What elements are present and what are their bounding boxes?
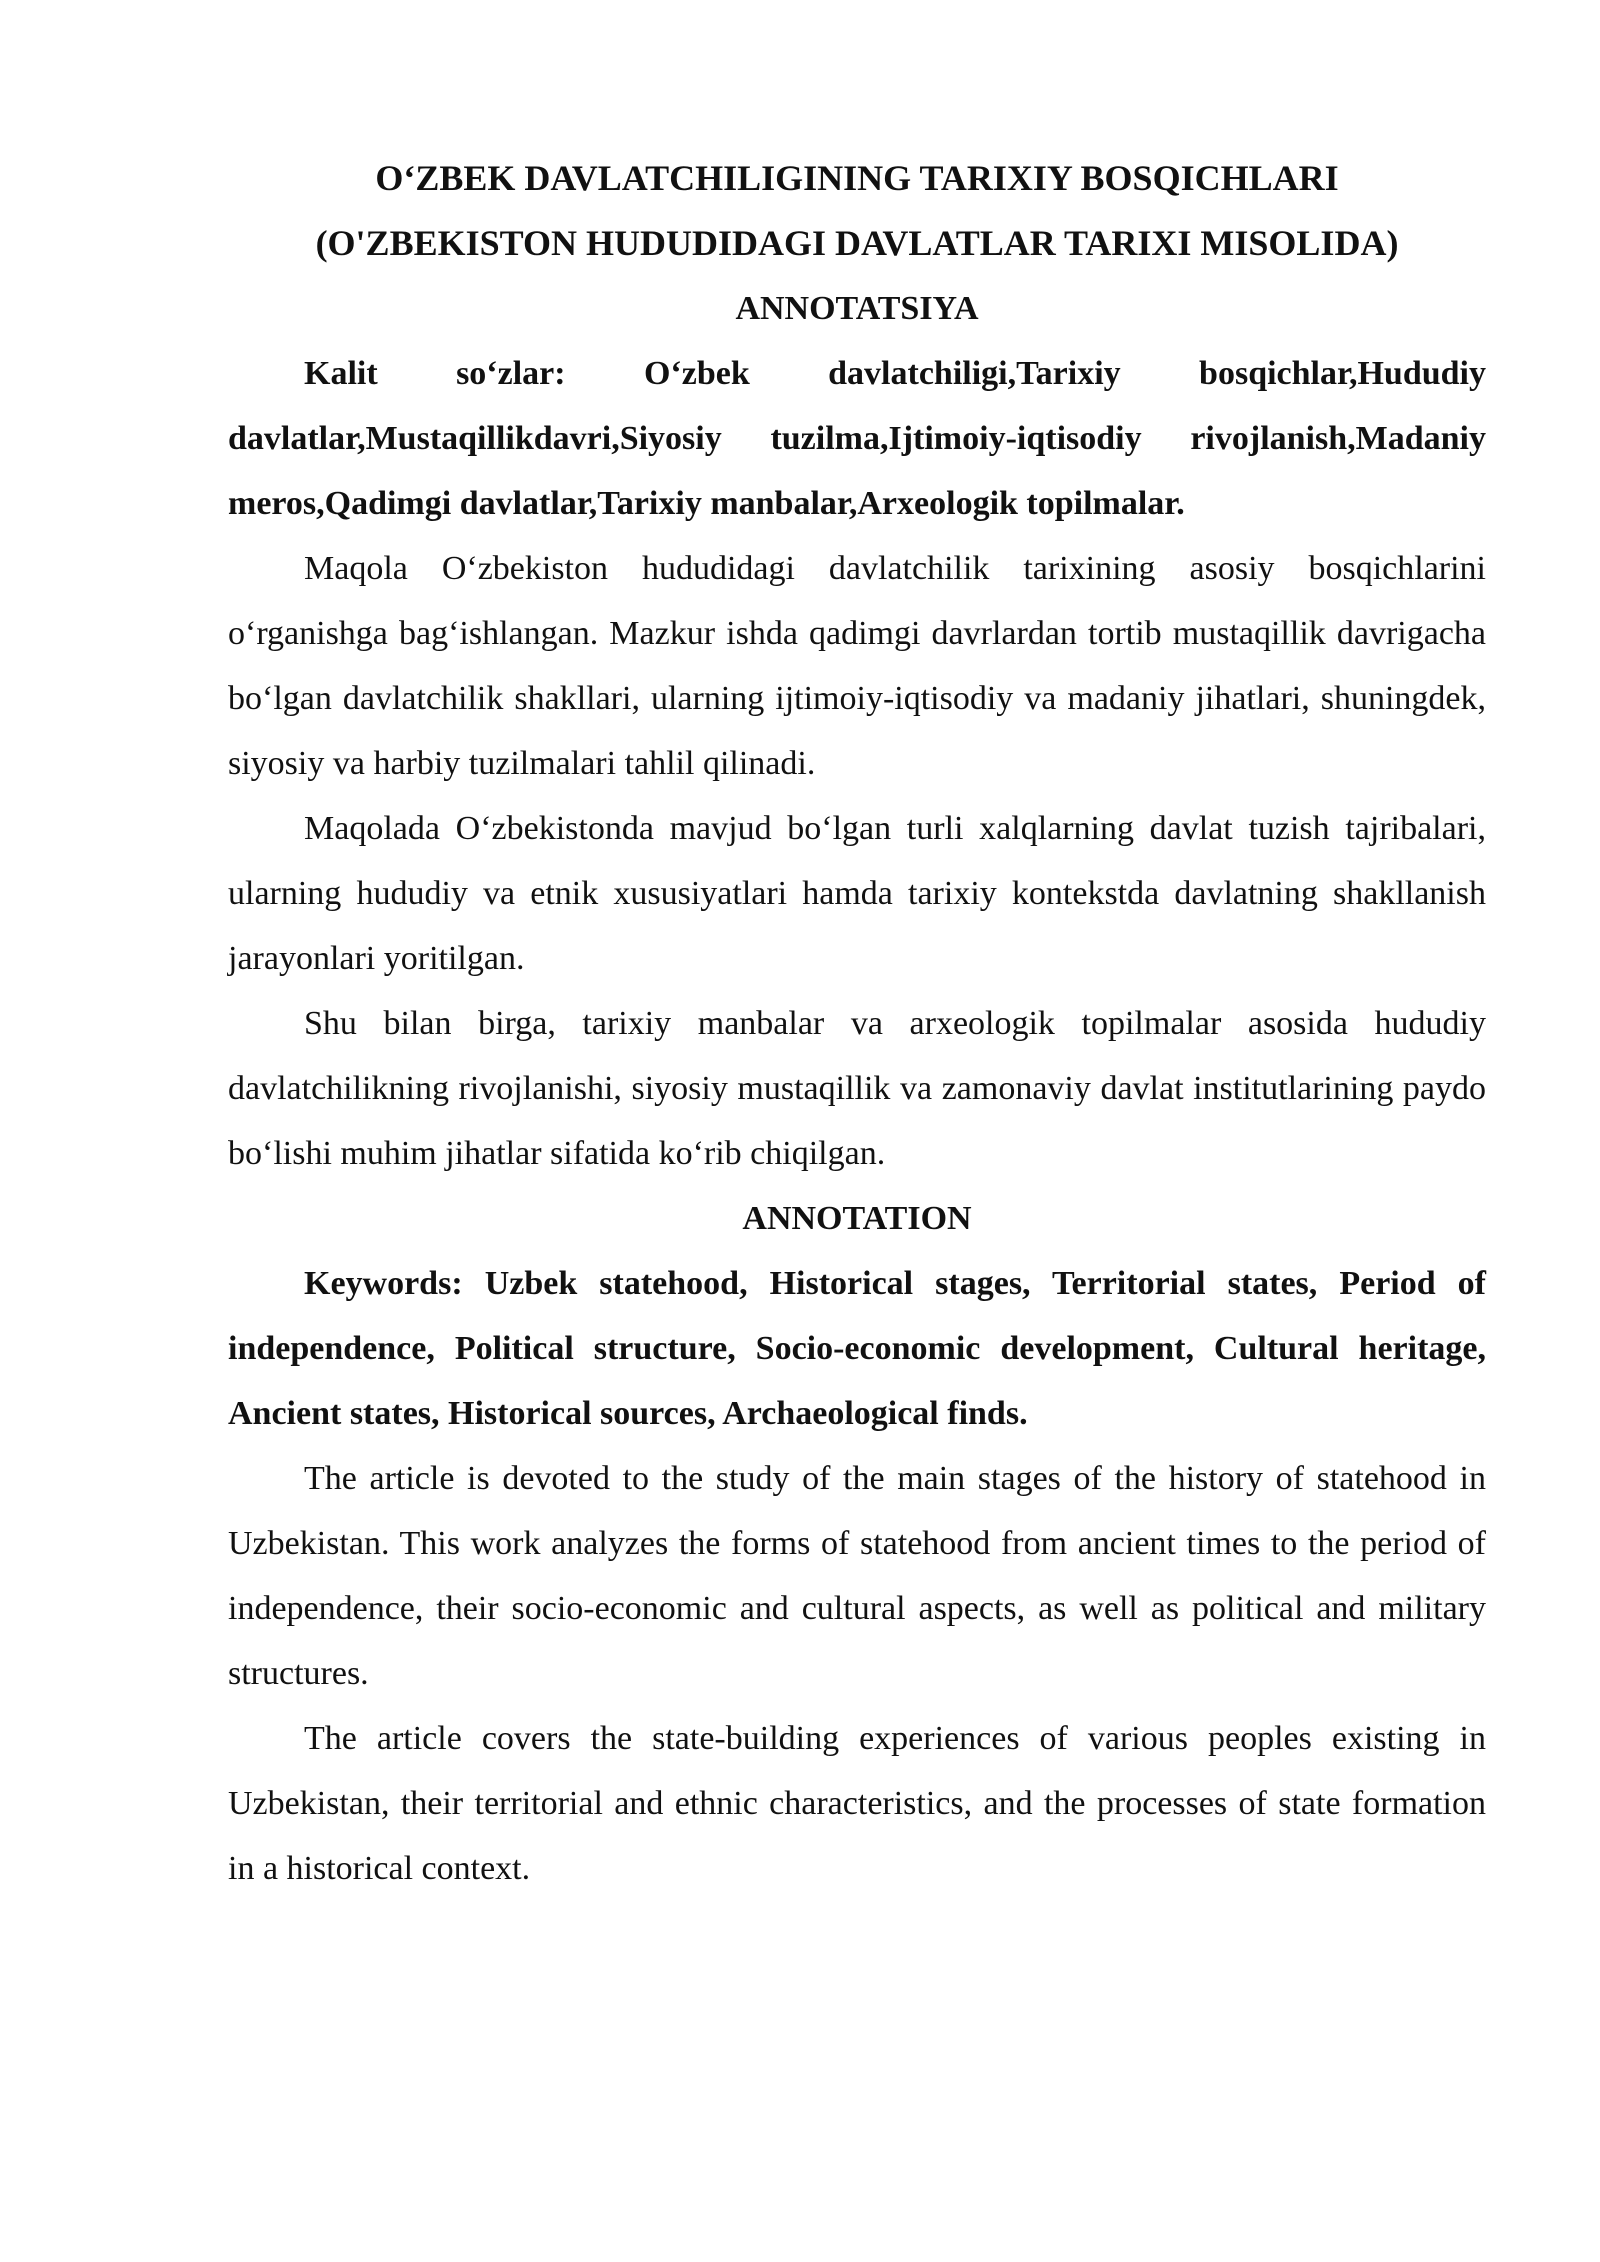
en-keywords [228,1251,1486,1446]
document-page [228,146,1486,1901]
annotatsiya-heading: ANNOTATSIYA [735,290,979,327]
uz-paragraph-2: Maqolada O‘zbekistonda mavjud bo‘lgan turli xalqlarning davlat tuzish tajribalari, ularning hududiy va etnik xususiyatlari hamda tarixiy kontekstda davlatning shakllanish jarayonlari yoritilgan. [228,810,1486,977]
en-keywords-text: Uzbek statehood, Historical stages, Territorial states, Period of independence, Political structure, Socio-economic development, Cultural heritage, Ancient states, Historical sources, Archaeological finds. [228,1265,1486,1432]
en-keywords-label: Keywords: [304,1265,463,1302]
uz-keywords [228,341,1486,536]
uz-paragraph-3: Shu bilan birga, tarixiy manbalar va arxeologik topilmalar asosida hududiy davlatchilikning rivojlanishi, siyosiy mustaqillik va zamonaviy davlat institutlarining paydo bo‘lishi muhim jihatlar sifatida ko‘rib chiqilgan. [228,1005,1486,1172]
uz-keywords-label: Kalit so‘zlar: [304,355,566,392]
title-line-1: O‘ZBEK DAVLATCHILIGINING TARIXIY BOSQICHLARI [375,158,1339,198]
en-paragraph-2: The article covers the state-building experiences of various peoples existing in Uzbekistan, their territorial and ethnic characteristics, and the processes of state formation in a historical context. [228,1720,1486,1887]
en-paragraph-1: The article is devoted to the study of the main stages of the history of statehood in Uzbekistan. This work analyzes the forms of statehood from ancient times to the period of independence, their socio-economic and cultural aspects, as well as political and military structures. [228,1460,1486,1692]
uz-paragraph-1: Maqola O‘zbekiston hududidagi davlatchilik tarixining asosiy bosqichlarini o‘rganishga bag‘ishlangan. Mazkur ishda qadimgi davrlardan tortib mustaqillik davrigacha bo‘lgan davlatchilik shakllari, ularning ijtimoiy-iqtisodiy va madaniy jihatlari, shuningdek, siyosiy va harbiy tuzilmalari tahlil qilinadi. [228,550,1486,782]
title-line-2: (O'ZBEKISTON HUDUDIDAGI DAVLATLAR TARIXI MISOLIDA) [315,223,1399,263]
uz-keywords-text: O‘zbek davlatchiligi,Tarixiy bosqichlar,Hududiy davlatlar,Mustaqillikdavri,Siyosiy tuzilma,Ijtimoiy-iqtisodiy rivojlanish,Madaniy meros,Qadimgi davlatlar,Tarixiy manbalar,Arxeologik topilmalar. [228,355,1486,522]
annotation-heading: ANNOTATION [742,1200,972,1237]
